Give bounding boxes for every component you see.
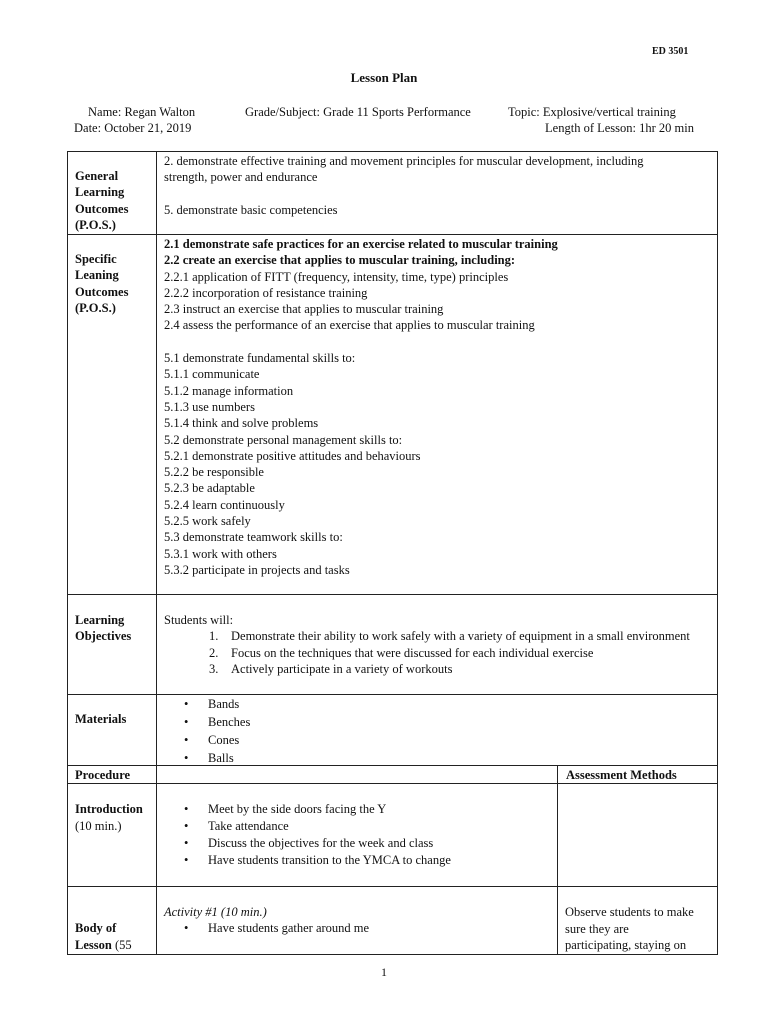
specific-outcomes-label: Specific Leaning Outcomes (P.O.S.) xyxy=(75,252,129,315)
specific-outcome-line: 2.1 demonstrate safe practices for an exercise related to muscular training xyxy=(164,237,558,251)
specific-outcome-line: 5.1.1 communicate xyxy=(164,367,260,382)
specific-outcomes-content xyxy=(164,236,704,578)
body-of-lesson-label: Body of Lesson (55 xyxy=(75,921,132,952)
table-border-top xyxy=(67,151,718,152)
page-number: 1 xyxy=(381,965,387,979)
specific-outcome-line: 5.3.2 participate in projects and tasks xyxy=(164,562,350,577)
specific-outcome-line: 5.3.1 work with others xyxy=(164,546,277,561)
specific-outcome-line: 2.2 create an exercise that applies to muscular training, including: xyxy=(164,253,516,268)
table-border-left xyxy=(67,151,68,955)
materials-label: Materials xyxy=(75,712,127,726)
table-border-bottom xyxy=(67,954,718,955)
materials-content xyxy=(164,695,704,767)
lesson-date: Date: October 21, 2019 xyxy=(74,121,192,135)
specific-outcome-line: 5.1 demonstrate fundamental skills to: xyxy=(164,351,356,366)
material-item: • Balls xyxy=(164,749,704,767)
objective-item: 3. Actively participate in a variety of workouts xyxy=(209,661,453,676)
material-item: • Cones xyxy=(164,731,704,749)
learning-objectives-label: Learning Objectives xyxy=(75,613,132,644)
general-outcome-line: 5. demonstrate basic competencies xyxy=(164,202,338,217)
general-outcomes-content xyxy=(164,153,704,218)
specific-outcome-line: 5.2.4 learn continuously xyxy=(164,497,285,512)
introduction-item: • Have students transition to the YMCA to change xyxy=(164,852,554,869)
introduction-item: • Take attendance xyxy=(164,818,554,835)
activity-title: Activity #1 (10 min.) xyxy=(164,905,267,919)
body-item: • Have students gather around me xyxy=(164,920,554,936)
specific-outcome-line: 5.2 demonstrate personal management skills to: xyxy=(164,432,403,447)
specific-outcome-line: 5.1.4 think and solve problems xyxy=(164,416,319,431)
material-item: • Benches xyxy=(164,713,704,731)
procedure-header: Procedure xyxy=(75,768,131,782)
objectives-intro: Students will: xyxy=(164,613,234,627)
row-divider xyxy=(67,594,718,595)
specific-outcome-line: 5.2.5 work safely xyxy=(164,514,251,529)
assessment-methods-header: Assessment Methods xyxy=(566,768,677,782)
material-item: • Bands xyxy=(164,695,704,713)
specific-outcome-line: 5.3 demonstrate teamwork skills to: xyxy=(164,530,343,545)
objective-item: 2. Focus on the techniques that were discussed for each individual exercise xyxy=(209,645,594,660)
specific-outcome-line: 2.3 instruct an exercise that applies to muscular training xyxy=(164,302,444,317)
introduction-label: Introduction (10 min.) xyxy=(75,802,143,833)
specific-outcome-line: 2.4 assess the performance of an exercise that applies to muscular training xyxy=(164,318,535,333)
specific-outcome-line: 2.2.1 application of FITT (frequency, intensity, time, type) principles xyxy=(164,269,509,284)
lesson-topic: Topic: Explosive/vertical training xyxy=(508,105,676,119)
general-outcome-line: strength, power and endurance xyxy=(164,170,318,185)
general-outcomes-label: General Learning Outcomes (P.O.S.) xyxy=(75,169,129,232)
objective-item: 1. Demonstrate their ability to work safely with a variety of equipment in a small environment xyxy=(209,629,690,644)
table-border-right xyxy=(717,151,718,955)
specific-outcome-line: 5.2.2 be responsible xyxy=(164,465,264,480)
introduction-item: • Discuss the objectives for the week and class xyxy=(164,835,554,852)
body-assessment: Observe students to make sure they are participating, staying on xyxy=(565,905,694,952)
learning-objectives-content xyxy=(164,612,704,677)
introduction-item: • Meet by the side doors facing the Y xyxy=(164,801,554,818)
introduction-content xyxy=(164,801,554,869)
course-code: ED 3501 xyxy=(652,46,689,57)
page-title: Lesson Plan xyxy=(350,70,418,85)
row-divider xyxy=(67,234,718,235)
row-divider xyxy=(67,886,718,887)
specific-outcome-line: 5.2.3 be adaptable xyxy=(164,481,255,496)
column-divider xyxy=(557,765,558,955)
specific-outcome-line: 5.1.3 use numbers xyxy=(164,399,255,414)
specific-outcome-line: 2.2.2 incorporation of resistance training xyxy=(164,285,368,300)
introduction-duration: (10 min.) xyxy=(75,819,122,833)
body-duration: (55 xyxy=(114,938,132,952)
specific-outcome-line: 5.2.1 demonstrate positive attitudes and behaviours xyxy=(164,448,421,463)
specific-outcome-line: 5.1.2 manage information xyxy=(164,383,294,398)
body-content xyxy=(164,904,554,936)
general-outcome-line: 2. demonstrate effective training and movement principles for muscular development, including xyxy=(164,154,644,168)
lesson-length: Length of Lesson: 1hr 20 min xyxy=(545,121,694,135)
grade-subject: Grade/Subject: Grade 11 Sports Performance xyxy=(245,105,471,119)
teacher-name: Name: Regan Walton xyxy=(88,105,196,119)
